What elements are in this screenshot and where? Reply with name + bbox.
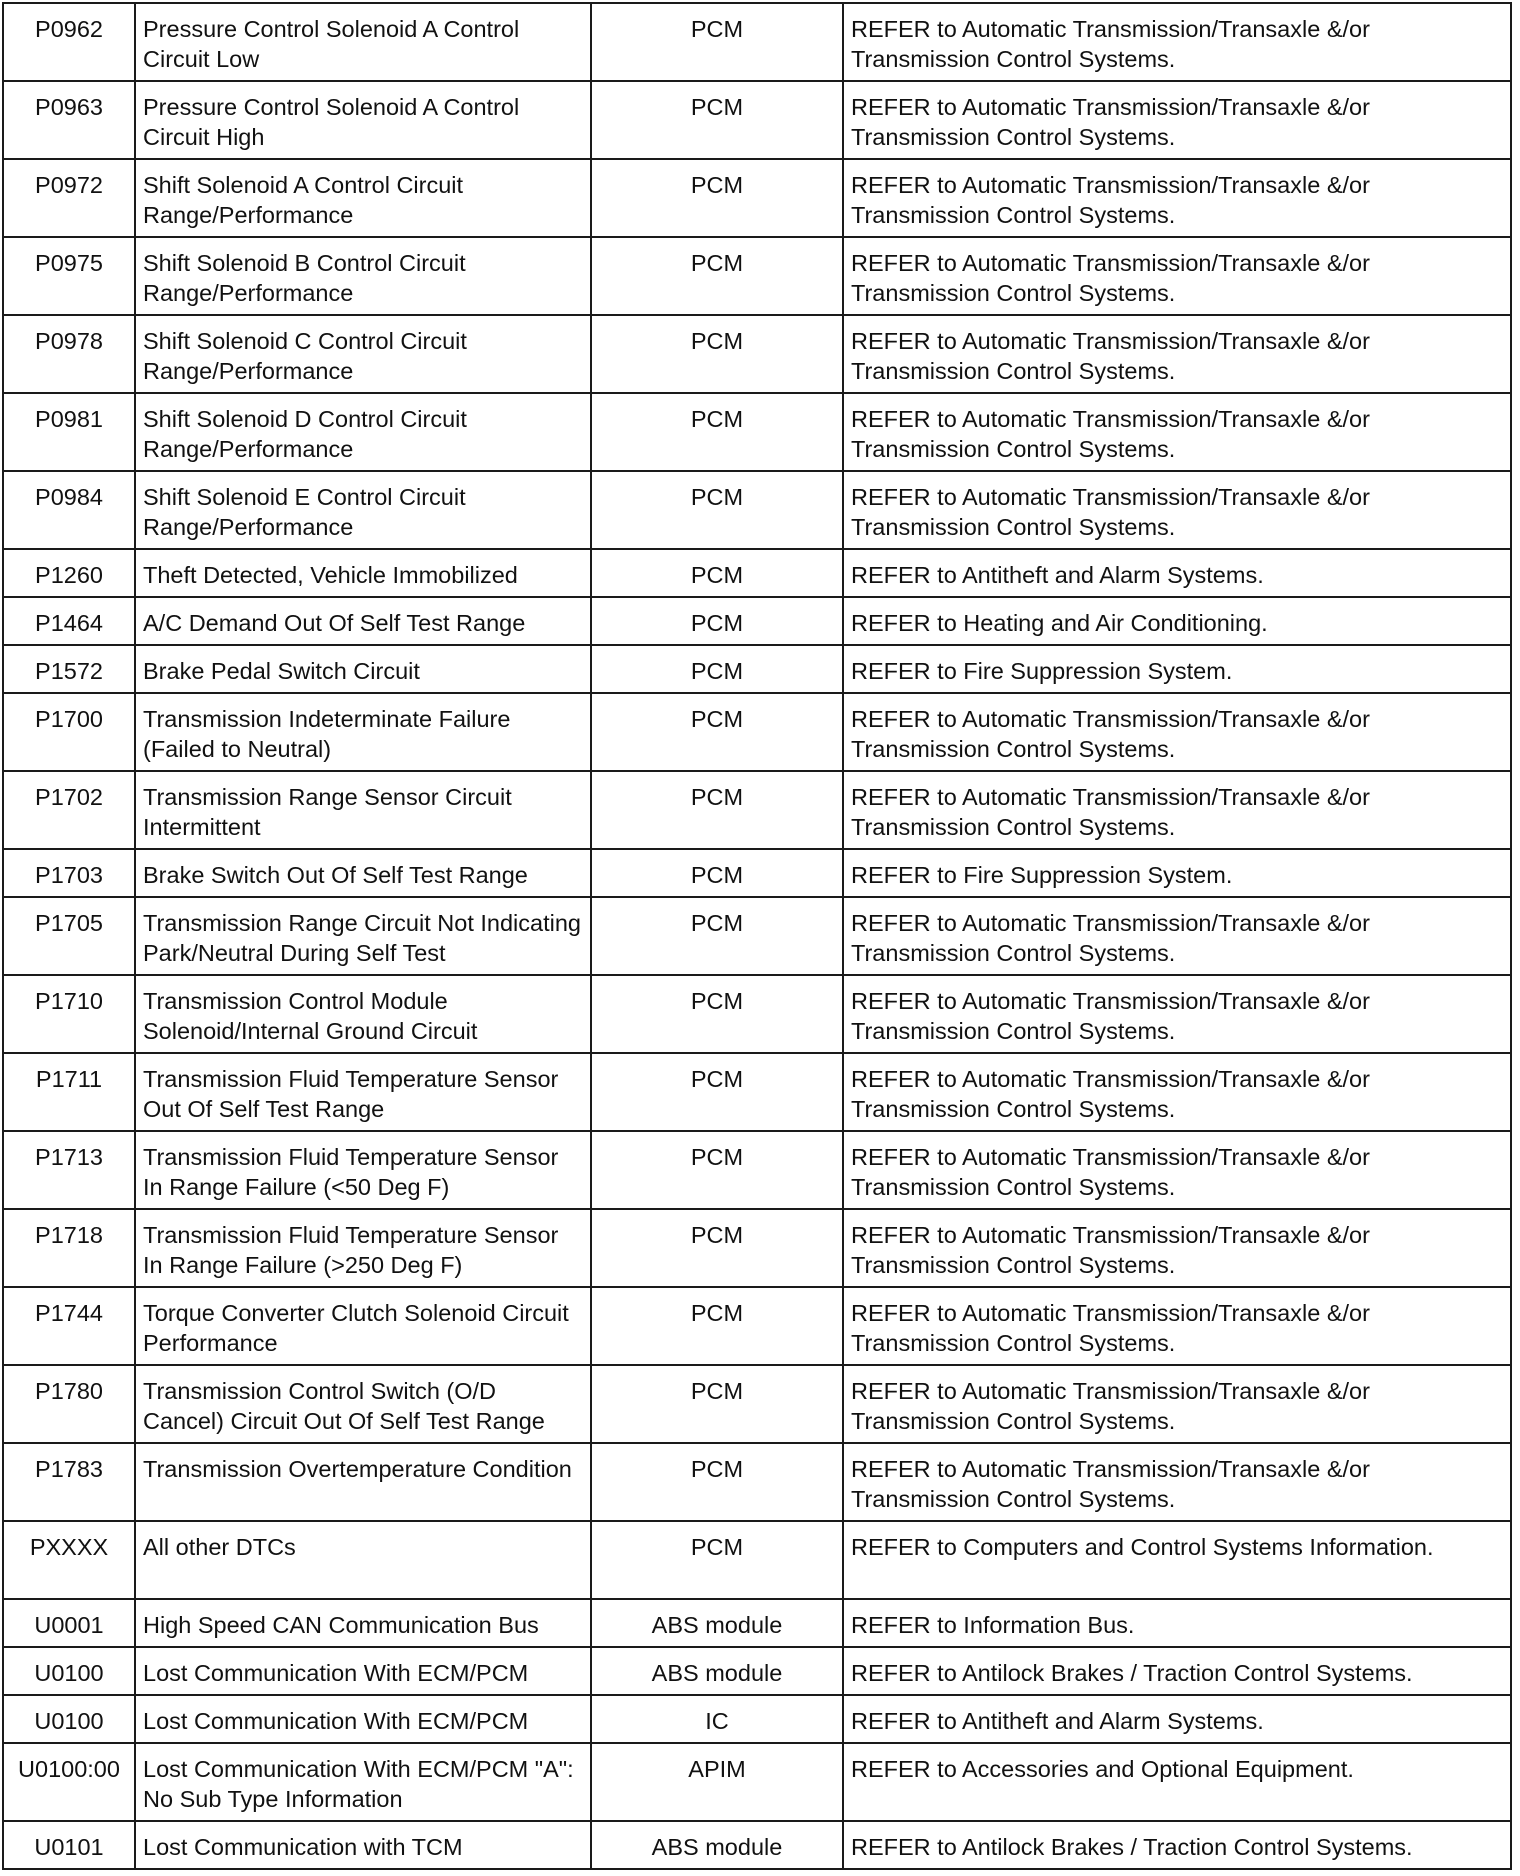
- table-row: [3, 597, 1511, 645]
- action-cell: REFER to Automatic Transmission/Transaxle &/or Transmission Control Systems.: [843, 393, 1511, 471]
- module-cell: PCM: [591, 315, 843, 393]
- dtc-code-cell: P1464: [3, 597, 135, 645]
- table-row: [3, 1599, 1511, 1647]
- dtc-description-cell: Shift Solenoid C Control Circuit Range/Performance: [135, 315, 591, 393]
- module-cell: ABS module: [591, 1821, 843, 1869]
- dtc-description-cell: Theft Detected, Vehicle Immobilized: [135, 549, 591, 597]
- action-cell: REFER to Automatic Transmission/Transaxle &/or Transmission Control Systems.: [843, 3, 1511, 81]
- dtc-description-cell: All other DTCs: [135, 1521, 591, 1599]
- dtc-table: [2, 2, 1512, 1870]
- module-cell: PCM: [591, 897, 843, 975]
- table-row: [3, 1743, 1511, 1821]
- dtc-description-cell: Transmission Control Switch (O/D Cancel) Circuit Out Of Self Test Range: [135, 1365, 591, 1443]
- dtc-code-cell: PXXXX: [3, 1521, 135, 1599]
- module-cell: PCM: [591, 237, 843, 315]
- module-cell: PCM: [591, 849, 843, 897]
- dtc-description-cell: Transmission Overtemperature Condition: [135, 1443, 591, 1521]
- action-cell: REFER to Antitheft and Alarm Systems.: [843, 1695, 1511, 1743]
- table-row: [3, 159, 1511, 237]
- dtc-description-cell: Lost Communication With ECM/PCM: [135, 1695, 591, 1743]
- table-row: [3, 393, 1511, 471]
- action-cell: REFER to Automatic Transmission/Transaxle &/or Transmission Control Systems.: [843, 1287, 1511, 1365]
- action-cell: REFER to Fire Suppression System.: [843, 849, 1511, 897]
- dtc-code-cell: P1744: [3, 1287, 135, 1365]
- action-cell: REFER to Automatic Transmission/Transaxle &/or Transmission Control Systems.: [843, 1053, 1511, 1131]
- dtc-description-cell: Transmission Control Module Solenoid/Internal Ground Circuit: [135, 975, 591, 1053]
- dtc-description-cell: Lost Communication with TCM: [135, 1821, 591, 1869]
- table-row: [3, 975, 1511, 1053]
- dtc-code-cell: P0978: [3, 315, 135, 393]
- dtc-code-cell: P0962: [3, 3, 135, 81]
- module-cell: IC: [591, 1695, 843, 1743]
- table-row: [3, 3, 1511, 81]
- action-cell: REFER to Automatic Transmission/Transaxle &/or Transmission Control Systems.: [843, 237, 1511, 315]
- action-cell: REFER to Automatic Transmission/Transaxle &/or Transmission Control Systems.: [843, 471, 1511, 549]
- module-cell: PCM: [591, 771, 843, 849]
- module-cell: PCM: [591, 1131, 843, 1209]
- dtc-table-body: [3, 3, 1511, 1869]
- action-cell: REFER to Automatic Transmission/Transaxle &/or Transmission Control Systems.: [843, 1209, 1511, 1287]
- dtc-code-cell: U0001: [3, 1599, 135, 1647]
- table-row: [3, 1209, 1511, 1287]
- dtc-description-cell: Shift Solenoid B Control Circuit Range/Performance: [135, 237, 591, 315]
- module-cell: PCM: [591, 1053, 843, 1131]
- dtc-code-cell: P1703: [3, 849, 135, 897]
- table-row: [3, 771, 1511, 849]
- module-cell: PCM: [591, 1365, 843, 1443]
- module-cell: PCM: [591, 1521, 843, 1599]
- action-cell: REFER to Information Bus.: [843, 1599, 1511, 1647]
- module-cell: PCM: [591, 975, 843, 1053]
- dtc-description-cell: Brake Pedal Switch Circuit: [135, 645, 591, 693]
- table-row: [3, 549, 1511, 597]
- dtc-description-cell: Shift Solenoid D Control Circuit Range/Performance: [135, 393, 591, 471]
- module-cell: PCM: [591, 597, 843, 645]
- table-row: [3, 1443, 1511, 1521]
- action-cell: REFER to Automatic Transmission/Transaxle &/or Transmission Control Systems.: [843, 81, 1511, 159]
- dtc-description-cell: Torque Converter Clutch Solenoid Circuit Performance: [135, 1287, 591, 1365]
- action-cell: REFER to Automatic Transmission/Transaxle &/or Transmission Control Systems.: [843, 975, 1511, 1053]
- table-row: [3, 1131, 1511, 1209]
- dtc-description-cell: High Speed CAN Communication Bus: [135, 1599, 591, 1647]
- dtc-description-cell: Transmission Range Circuit Not Indicating Park/Neutral During Self Test: [135, 897, 591, 975]
- action-cell: REFER to Automatic Transmission/Transaxle &/or Transmission Control Systems.: [843, 315, 1511, 393]
- module-cell: ABS module: [591, 1647, 843, 1695]
- dtc-code-cell: P0963: [3, 81, 135, 159]
- table-row: [3, 849, 1511, 897]
- table-row: [3, 1365, 1511, 1443]
- dtc-description-cell: Transmission Fluid Temperature Sensor In Range Failure (<50 Deg F): [135, 1131, 591, 1209]
- table-row: [3, 1287, 1511, 1365]
- action-cell: REFER to Accessories and Optional Equipment.: [843, 1743, 1511, 1821]
- dtc-code-cell: P0975: [3, 237, 135, 315]
- table-row: [3, 315, 1511, 393]
- dtc-description-cell: Transmission Indeterminate Failure (Failed to Neutral): [135, 693, 591, 771]
- table-row: [3, 693, 1511, 771]
- dtc-description-cell: Lost Communication With ECM/PCM "A": No Sub Type Information: [135, 1743, 591, 1821]
- action-cell: REFER to Computers and Control Systems Information.: [843, 1521, 1511, 1599]
- dtc-code-cell: P0984: [3, 471, 135, 549]
- dtc-code-cell: P1705: [3, 897, 135, 975]
- module-cell: ABS module: [591, 1599, 843, 1647]
- table-row: [3, 471, 1511, 549]
- module-cell: PCM: [591, 549, 843, 597]
- action-cell: REFER to Automatic Transmission/Transaxle &/or Transmission Control Systems.: [843, 771, 1511, 849]
- dtc-code-cell: P1713: [3, 1131, 135, 1209]
- table-row: [3, 1695, 1511, 1743]
- dtc-description-cell: Pressure Control Solenoid A Control Circuit Low: [135, 3, 591, 81]
- dtc-code-cell: P1711: [3, 1053, 135, 1131]
- module-cell: PCM: [591, 159, 843, 237]
- table-row: [3, 897, 1511, 975]
- table-row: [3, 1647, 1511, 1695]
- module-cell: APIM: [591, 1743, 843, 1821]
- module-cell: PCM: [591, 3, 843, 81]
- dtc-description-cell: Shift Solenoid E Control Circuit Range/Performance: [135, 471, 591, 549]
- table-row: [3, 81, 1511, 159]
- action-cell: REFER to Automatic Transmission/Transaxle &/or Transmission Control Systems.: [843, 1443, 1511, 1521]
- table-row: [3, 237, 1511, 315]
- action-cell: REFER to Automatic Transmission/Transaxle &/or Transmission Control Systems.: [843, 159, 1511, 237]
- module-cell: PCM: [591, 645, 843, 693]
- module-cell: PCM: [591, 1287, 843, 1365]
- action-cell: REFER to Antilock Brakes / Traction Control Systems.: [843, 1647, 1511, 1695]
- dtc-code-cell: P1710: [3, 975, 135, 1053]
- table-row: [3, 645, 1511, 693]
- table-row: [3, 1053, 1511, 1131]
- module-cell: PCM: [591, 81, 843, 159]
- table-row: [3, 1821, 1511, 1869]
- module-cell: PCM: [591, 1443, 843, 1521]
- action-cell: REFER to Heating and Air Conditioning.: [843, 597, 1511, 645]
- dtc-description-cell: Transmission Fluid Temperature Sensor Out Of Self Test Range: [135, 1053, 591, 1131]
- dtc-description-cell: Pressure Control Solenoid A Control Circuit High: [135, 81, 591, 159]
- dtc-description-cell: Brake Switch Out Of Self Test Range: [135, 849, 591, 897]
- dtc-code-cell: P1572: [3, 645, 135, 693]
- dtc-code-cell: P0972: [3, 159, 135, 237]
- dtc-code-cell: P1260: [3, 549, 135, 597]
- table-row: [3, 1521, 1511, 1599]
- module-cell: PCM: [591, 693, 843, 771]
- action-cell: REFER to Antitheft and Alarm Systems.: [843, 549, 1511, 597]
- dtc-description-cell: Transmission Fluid Temperature Sensor In Range Failure (>250 Deg F): [135, 1209, 591, 1287]
- action-cell: REFER to Automatic Transmission/Transaxle &/or Transmission Control Systems.: [843, 897, 1511, 975]
- dtc-code-cell: U0100: [3, 1647, 135, 1695]
- action-cell: REFER to Fire Suppression System.: [843, 645, 1511, 693]
- dtc-code-cell: P1702: [3, 771, 135, 849]
- dtc-code-cell: U0100: [3, 1695, 135, 1743]
- action-cell: REFER to Automatic Transmission/Transaxle &/or Transmission Control Systems.: [843, 1365, 1511, 1443]
- action-cell: REFER to Automatic Transmission/Transaxle &/or Transmission Control Systems.: [843, 693, 1511, 771]
- dtc-code-cell: P1700: [3, 693, 135, 771]
- dtc-code-cell: P1783: [3, 1443, 135, 1521]
- dtc-code-cell: P1780: [3, 1365, 135, 1443]
- module-cell: PCM: [591, 471, 843, 549]
- module-cell: PCM: [591, 393, 843, 471]
- dtc-code-cell: P1718: [3, 1209, 135, 1287]
- dtc-description-cell: Lost Communication With ECM/PCM: [135, 1647, 591, 1695]
- dtc-description-cell: Transmission Range Sensor Circuit Intermittent: [135, 771, 591, 849]
- dtc-description-cell: Shift Solenoid A Control Circuit Range/Performance: [135, 159, 591, 237]
- action-cell: REFER to Antilock Brakes / Traction Control Systems.: [843, 1821, 1511, 1869]
- dtc-code-cell: U0100:00: [3, 1743, 135, 1821]
- dtc-code-cell: U0101: [3, 1821, 135, 1869]
- action-cell: REFER to Automatic Transmission/Transaxle &/or Transmission Control Systems.: [843, 1131, 1511, 1209]
- module-cell: PCM: [591, 1209, 843, 1287]
- dtc-code-cell: P0981: [3, 393, 135, 471]
- dtc-description-cell: A/C Demand Out Of Self Test Range: [135, 597, 591, 645]
